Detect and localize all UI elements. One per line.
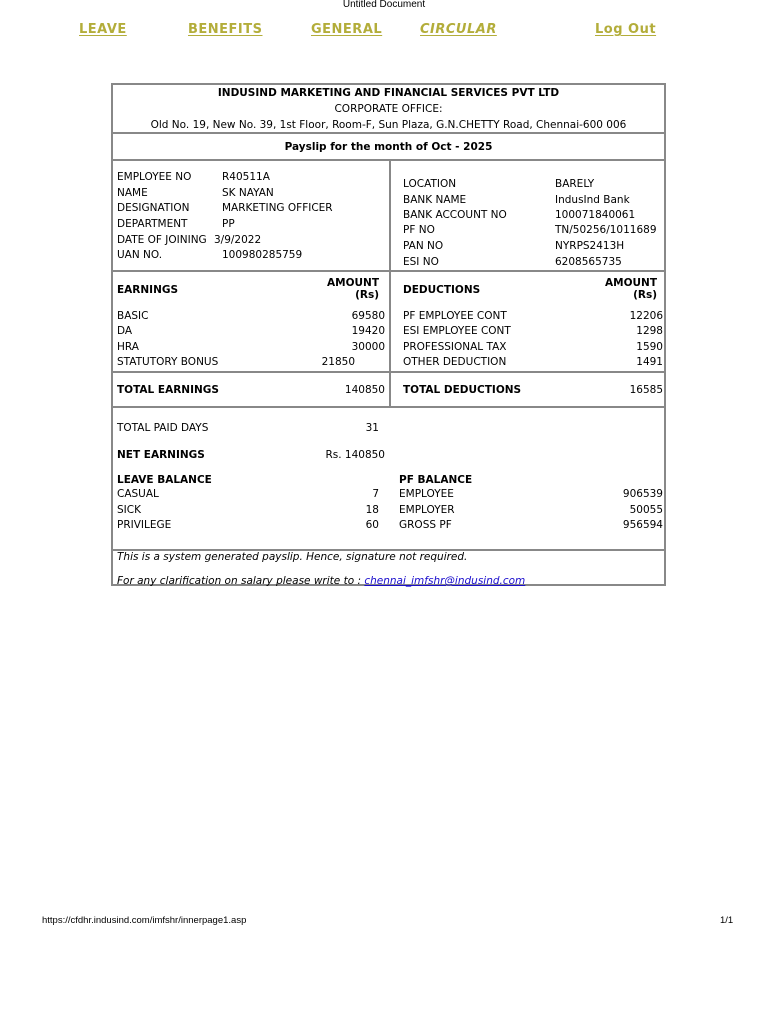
paid-days-label: TOTAL PAID DAYS — [117, 422, 209, 434]
deduction-amount: 1590 — [636, 341, 663, 353]
designation-value: MARKETING OFFICER — [222, 202, 333, 214]
deduction-label: ESI EMPLOYEE CONT — [403, 325, 511, 337]
nav-circular[interactable]: CIRCULAR — [420, 22, 497, 37]
net-earnings-label: NET EARNINGS — [117, 449, 205, 461]
earning-amount: 30000 — [351, 341, 385, 353]
leave-label: PRIVILEGE — [117, 519, 172, 531]
earning-amount: 21850 — [321, 356, 355, 368]
department-label: DEPARTMENT — [117, 218, 188, 230]
payslip — [111, 83, 666, 586]
hr-email-link[interactable]: chennai_imfshr@indusind.com — [364, 575, 526, 587]
department-value: PP — [222, 218, 235, 230]
net-earnings-value: Rs. 140850 — [325, 449, 385, 461]
office-label: CORPORATE OFFICE: — [334, 103, 443, 115]
deduction-amount: 1491 — [636, 356, 663, 368]
bank-name-label: BANK NAME — [403, 194, 467, 206]
leave-label: CASUAL — [117, 488, 159, 500]
company-address: Old No. 19, New No. 39, 1st Floor, Room-F, Sun Plaza, G.N.CHETTY Road, Chennai-600 006 — [150, 119, 627, 131]
pf-value: 906539 — [622, 488, 663, 500]
nav-benefits[interactable]: BENEFITS — [188, 22, 263, 37]
column-divider — [389, 160, 391, 407]
nav-logout[interactable]: Log Out — [595, 22, 657, 37]
location-value: BARELY — [555, 178, 595, 190]
leave-value: 18 — [365, 504, 379, 516]
pf-value: 956594 — [622, 519, 663, 531]
deductions-heading: DEDUCTIONS — [403, 284, 481, 296]
name-label: NAME — [117, 187, 148, 199]
pf-balance-heading: PF BALANCE — [399, 474, 473, 486]
pan-label: PAN NO — [403, 240, 444, 252]
uan-label: UAN NO. — [117, 249, 163, 261]
employee-no-label: EMPLOYEE NO — [117, 171, 192, 183]
location-label: LOCATION — [403, 178, 457, 190]
earning-amount: 19420 — [351, 325, 385, 337]
leave-value: 60 — [365, 519, 379, 531]
earning-label: DA — [117, 325, 133, 337]
deductions-amount-heading: AMOUNT — [605, 277, 657, 289]
earning-label: STATUTORY BONUS — [117, 356, 219, 368]
system-note: This is a system generated payslip. Hence, signature not required. — [117, 551, 468, 563]
pf-label: GROSS PF — [399, 519, 452, 531]
clarification-note — [117, 575, 525, 587]
clarification-text: For any clarification on salary please write to : — [117, 575, 365, 587]
pf-no-value: TN/50256/1011689 — [555, 224, 657, 236]
pan-value: NYRPS2413H — [555, 240, 625, 252]
total-earnings-value: 140850 — [344, 384, 385, 396]
pf-label: EMPLOYEE — [399, 488, 454, 500]
company-name: INDUSIND MARKETING AND FINANCIAL SERVICES PVT LTD — [217, 87, 560, 99]
pf-no-label: PF NO — [403, 224, 435, 236]
earning-label: HRA — [117, 341, 139, 353]
name-value: SK NAYAN — [222, 187, 274, 199]
esi-value: 6208565735 — [555, 256, 622, 268]
pf-value: 50055 — [629, 504, 663, 516]
deduction-amount: 12206 — [629, 310, 663, 322]
total-deductions-label: TOTAL DEDUCTIONS — [403, 384, 522, 396]
payslip-title: Payslip for the month of Oct - 2025 — [284, 141, 493, 153]
nav-general[interactable]: GENERAL — [311, 22, 383, 37]
paid-days-value: 31 — [365, 422, 379, 434]
pf-label: EMPLOYER — [399, 504, 455, 516]
earnings-heading: EARNINGS — [117, 284, 179, 296]
doj-value: 3/9/2022 — [214, 234, 262, 246]
bank-name-value: IndusInd Bank — [555, 194, 630, 206]
leave-balance-heading: LEAVE BALANCE — [117, 474, 212, 486]
divider — [113, 132, 664, 134]
deduction-amount: 1298 — [636, 325, 663, 337]
deductions-amount-unit: (Rs) — [633, 289, 657, 301]
uan-value: 100980285759 — [222, 249, 303, 261]
earning-label: BASIC — [117, 310, 149, 322]
designation-label: DESIGNATION — [117, 202, 190, 214]
footer-url: https://cfdhr.indusind.com/imfshr/innerpage1.asp — [42, 915, 247, 926]
earnings-amount-heading: AMOUNT — [327, 277, 379, 289]
deduction-label: PROFESSIONAL TAX — [403, 341, 507, 353]
leave-label: SICK — [117, 504, 141, 516]
nav-leave[interactable]: LEAVE — [79, 22, 127, 37]
deduction-label: OTHER DEDUCTION — [403, 356, 507, 368]
total-deductions-value: 16585 — [629, 384, 663, 396]
employee-no-value: R40511A — [222, 171, 270, 183]
page-number: 1/1 — [720, 915, 734, 926]
total-earnings-label: TOTAL EARNINGS — [117, 384, 219, 396]
account-no-label: BANK ACCOUNT NO — [403, 209, 507, 221]
earnings-amount-unit: (Rs) — [355, 289, 379, 301]
earning-amount: 69580 — [351, 310, 385, 322]
esi-label: ESI NO — [403, 256, 439, 268]
doj-label: DATE OF JOINING — [117, 234, 207, 246]
leave-value: 7 — [372, 488, 379, 500]
account-no-value: 100071840061 — [555, 209, 636, 221]
document-title: Untitled Document — [342, 0, 426, 10]
deduction-label: PF EMPLOYEE CONT — [403, 310, 507, 322]
